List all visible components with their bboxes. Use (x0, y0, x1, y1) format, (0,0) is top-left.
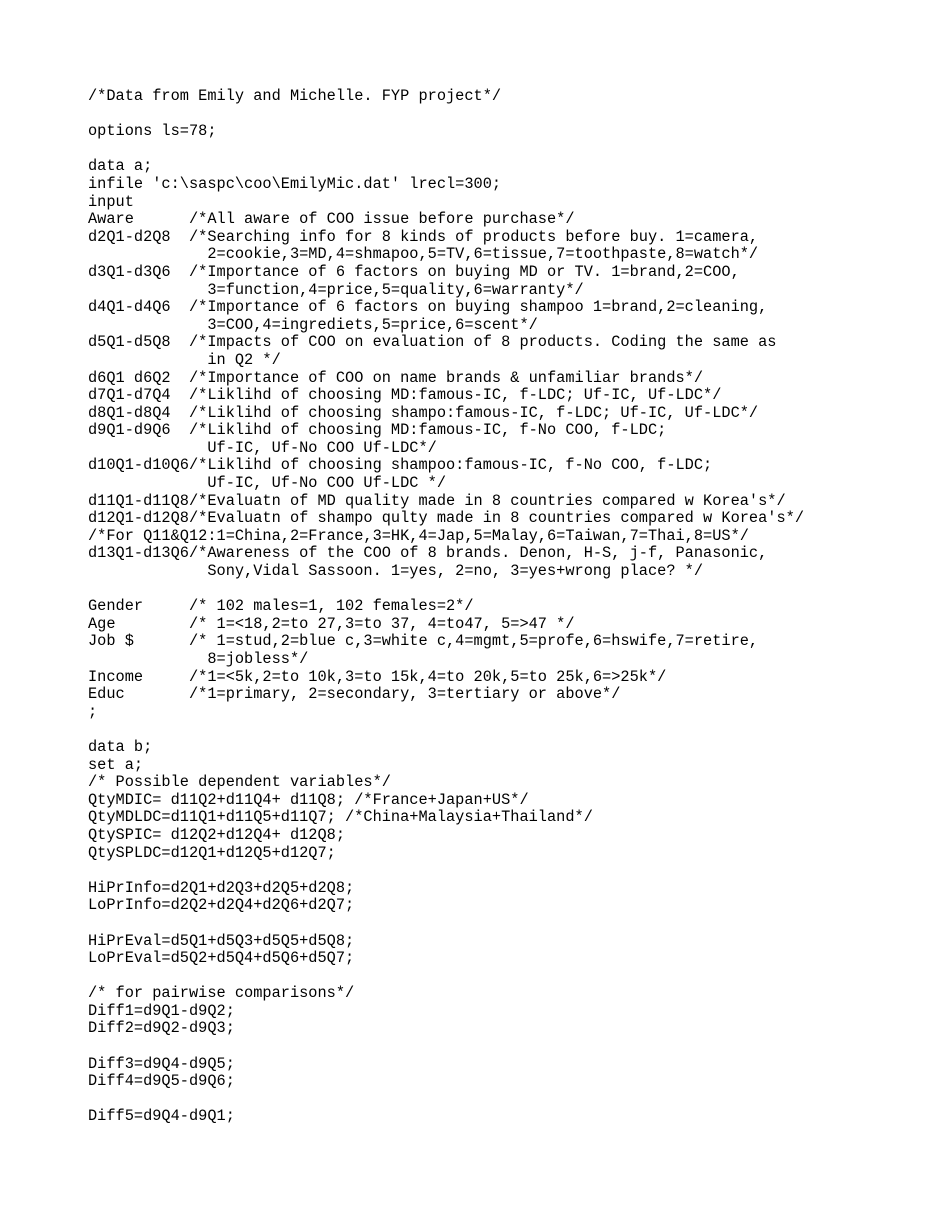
code-line: 2=cookie,3=MD,4=shmapoo,5=TV,6=tissue,7=toothpaste,8=watch*/ (88, 245, 759, 264)
code-line: /* for pairwise comparisons*/ (88, 984, 355, 1003)
code-line: QtyMDIC= d11Q2+d11Q4+ d11Q8; /*France+Japan+US*/ (88, 790, 529, 809)
code-line: data a; (88, 157, 153, 176)
code-line: Diff4=d9Q5-d9Q6; (88, 1072, 235, 1091)
code-line: Job $ /* 1=stud,2=blue c,3=white c,4=mgmt,5=profe,6=hswife,7=retire, (88, 632, 759, 651)
code-line: HiPrEval=d5Q1+d5Q3+d5Q5+d5Q8; (88, 931, 355, 950)
code-line: 3=function,4=price,5=quality,6=warranty*/ (88, 280, 584, 299)
code-line (88, 721, 804, 739)
code-line: /* Possible dependent variables*/ (88, 773, 391, 792)
code-line: /*For Q11&Q12:1=China,2=France,3=HK,4=Jap,5=Malay,6=Taiwan,7=Thai,8=US*/ (88, 526, 749, 545)
sas-code-listing (88, 88, 804, 1126)
code-line: QtySPIC= d12Q2+d12Q4+ d12Q8; (88, 825, 346, 844)
code-line: d12Q1-d12Q8/*Evaluatn of shampo qulty made in 8 countries compared w Korea's*/ (88, 509, 805, 528)
code-line: Diff1=d9Q1-d9Q2; (88, 1001, 235, 1020)
code-line: in Q2 */ (88, 350, 281, 369)
code-line: d11Q1-d11Q8/*Evaluatn of MD quality made in 8 countries compared w Korea's*/ (88, 491, 786, 510)
code-line: data b; (88, 737, 153, 756)
code-line: ; (88, 702, 98, 721)
code-line (88, 968, 804, 986)
code-line: 3=COO,4=ingrediets,5=price,6=scent*/ (88, 315, 538, 334)
code-line: HiPrInfo=d2Q1+d2Q3+d2Q5+d2Q8; (88, 878, 355, 897)
code-line: d3Q1-d3Q6 /*Importance of 6 factors on buying MD or TV. 1=brand,2=COO, (88, 262, 740, 281)
code-line (88, 1038, 804, 1056)
code-line: Income /*1=<5k,2=to 10k,3=to 15k,4=to 20k,5=to 25k,6=>25k*/ (88, 667, 667, 686)
code-line: /*Data from Emily and Michelle. FYP project*/ (88, 87, 502, 105)
code-line: Educ /*1=primary, 2=secondary, 3=tertiary or above*/ (88, 685, 621, 704)
code-line: d9Q1-d9Q6 /*Liklihd of choosing MD:famous-IC, f-No COO, f-LDC; (88, 421, 667, 440)
code-line: Aware /*All aware of COO issue before purchase*/ (88, 210, 575, 229)
code-line: d6Q1 d6Q2 /*Importance of COO on name brands & unfamiliar brands*/ (88, 368, 704, 387)
code-line: Diff2=d9Q2-d9Q3; (88, 1019, 235, 1038)
code-line: d4Q1-d4Q6 /*Importance of 6 factors on buying shampoo 1=brand,2=cleaning, (88, 298, 768, 317)
code-line: Diff3=d9Q4-d9Q5; (88, 1054, 235, 1073)
code-line: QtySPLDC=d12Q1+d12Q5+d12Q7; (88, 843, 336, 862)
code-line: d13Q1-d13Q6/*Awareness of the COO of 8 brands. Denon, H-S, j-f, Panasonic, (88, 544, 768, 563)
code-line: LoPrInfo=d2Q2+d2Q4+d2Q6+d2Q7; (88, 896, 355, 915)
code-line: Uf-IC, Uf-No COO Uf-LDC*/ (88, 438, 437, 457)
code-line (88, 1091, 804, 1109)
code-line: options ls=78; (88, 122, 217, 141)
code-line (88, 915, 804, 933)
code-line: LoPrEval=d5Q2+d5Q4+d5Q6+d5Q7; (88, 949, 355, 968)
code-line: QtyMDLDC=d11Q1+d11Q5+d11Q7; /*China+Malaysia+Thailand*/ (88, 808, 593, 827)
code-line: Age /* 1=<18,2=to 27,3=to 37, 4=to47, 5=>47 */ (88, 614, 575, 633)
code-line (88, 862, 804, 880)
code-line: d2Q1-d2Q8 /*Searching info for 8 kinds of products before buy. 1=camera, (88, 227, 759, 246)
code-line (88, 106, 804, 124)
code-line: 8=jobless*/ (88, 650, 309, 668)
code-line: d7Q1-d7Q4 /*Liklihd of choosing MD:famous-IC, f-LDC; Uf-IC, Uf-LDC*/ (88, 386, 722, 405)
code-line: infile 'c:\saspc\coo\EmilyMic.dat' lrecl=300; (88, 174, 502, 193)
code-line: d5Q1-d5Q8 /*Impacts of COO on evaluation of 8 products. Coding the same as (88, 333, 777, 352)
code-line: set a; (88, 755, 144, 774)
code-line: input (88, 192, 134, 211)
code-line: d8Q1-d8Q4 /*Liklihd of choosing shampo:famous-IC, f-LDC; Uf-IC, Uf-LDC*/ (88, 403, 759, 422)
code-line: Diff5=d9Q4-d9Q1; (88, 1107, 235, 1126)
code-line: Uf-IC, Uf-No COO Uf-LDC */ (88, 474, 447, 493)
code-line (88, 141, 804, 159)
code-line: d10Q1-d10Q6/*Liklihd of choosing shampoo:famous-IC, f-No COO, f-LDC; (88, 456, 713, 475)
code-line: Sony,Vidal Sassoon. 1=yes, 2=no, 3=yes+wrong place? */ (88, 562, 704, 581)
code-line: Gender /* 102 males=1, 102 females=2*/ (88, 597, 474, 616)
code-line (88, 581, 804, 599)
